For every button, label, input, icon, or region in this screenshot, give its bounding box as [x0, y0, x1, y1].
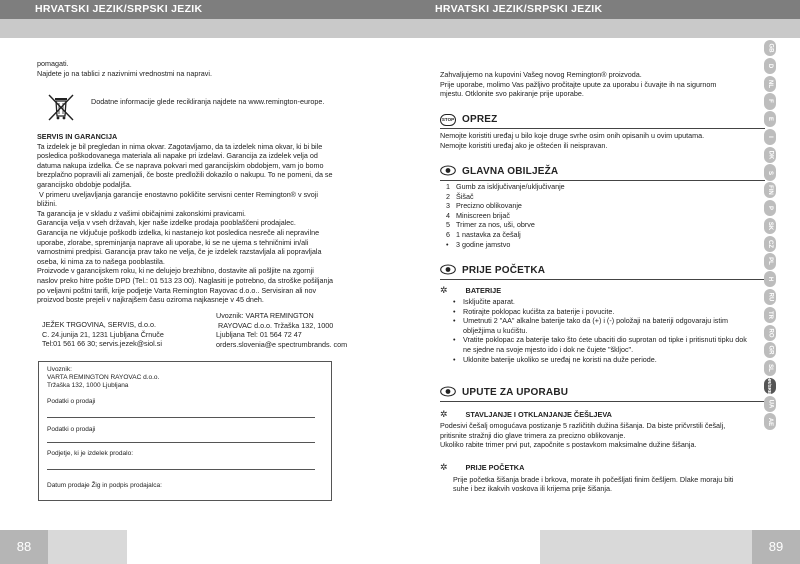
right-header-title: HRVATSKI JEZIK/SRPSKI JEZIK	[400, 0, 800, 19]
lang-tab[interactable]: SL	[764, 360, 776, 376]
service-line: varnostnimi predpisi. Garancija prav tako ne velja, če je izdelek razstavljala ali popravljala	[37, 247, 322, 257]
features-section	[440, 163, 765, 249]
batteries-title: BATERIJE	[465, 285, 502, 295]
form-importer-line: Uvoznik:	[47, 366, 72, 373]
right-page-number: 89	[752, 530, 800, 564]
service-line: po veljavni poštni tarifi, krije podjetje Varta Remington Rayovac d.o.o.. Servisiran ali nov	[37, 285, 317, 295]
service-line: brezplačno popravili ali zamenjali, če boste predložili dokazilo o nakupu. To ne pomeni, da se	[37, 170, 333, 180]
service-line: Garancija velja v vseh državah, kjer naše izdelke prodaja pooblaščeni prodajalec.	[37, 218, 296, 228]
lang-tab-active[interactable]: HR/SRB	[764, 378, 776, 394]
service-line: Proizvode v garancijskem roku, ki ne delujejo brezhibno, dostavite ali pošljite na zgornji	[37, 266, 314, 276]
start-heading	[440, 262, 765, 280]
warranty-form	[38, 361, 332, 501]
intro-line: pomagati.	[37, 59, 69, 68]
form-field-line[interactable]	[47, 469, 315, 470]
caution-line: Nemojte koristiti uređaj u bilo koje druge svrhe osim onih opisanih u ovim uputama.	[440, 131, 705, 140]
lang-tab[interactable]: TR	[764, 307, 776, 323]
eye-icon	[440, 262, 456, 280]
caution-section	[440, 111, 765, 150]
intro-line: Zahvaljujemo na kupovini Vašeg novog Remington® proizvoda.	[440, 70, 642, 79]
service-section	[37, 132, 355, 305]
service-line: posledica poškodovanega materiala ali napake pri izdelavi. Garancija za izdelek velja od	[37, 151, 318, 161]
intro-line: mjestu. Otklonite svo pakiranje prije uporabe.	[440, 89, 584, 99]
battery-step: • Vratite poklopac za baterije tako što ćete ubaciti dio suprotan od tipke i pritisnuti tipku dok ne sjedne na svoje mjesto ido i dok ne čujete "škljoc".	[453, 335, 753, 354]
lang-tab[interactable]: UA	[764, 396, 776, 412]
service-address	[42, 320, 164, 349]
stop-icon: STOP	[440, 114, 456, 126]
start-section	[440, 262, 765, 364]
feature-item: 5 Trimer za nos, uši, obrve	[446, 220, 535, 230]
lang-tab[interactable]: RU	[764, 289, 776, 305]
left-page-number: 88	[0, 530, 48, 564]
form-importer-line: Tržaška 132, 1000 Ljubljana	[47, 382, 129, 389]
eye-icon	[440, 163, 456, 181]
intro-line: Najdete jo na tablici z nazivnimi vrednostmi na napravi.	[37, 68, 212, 78]
lang-tab[interactable]: NL	[764, 76, 776, 92]
address-line: Uvoznik: VARTA REMINGTON	[216, 311, 314, 320]
address-line: C. 24.junija 21, 1231 Ljubljana Črnuče	[42, 329, 164, 339]
usage-section	[440, 384, 765, 494]
features-heading	[440, 163, 765, 181]
left-header-title: HRVATSKI JEZIK/SRPSKI JEZIK	[0, 0, 400, 19]
service-line: uporabe, zlorabe, spreminjanja naprave ali uporabe, ki se ne ujema s tehničnimi in/ali	[37, 237, 309, 247]
right-intro	[440, 70, 765, 99]
intro-line: Prije uporabe, molimo Vas pažljivo pročitajte upute za uporabu i čuvajte ih na sigurnom	[440, 79, 717, 89]
lang-tab[interactable]: GB	[764, 40, 776, 56]
battery-step: • Uklonite baterije ukoliko se uređaj ne koristi na duže periode.	[453, 355, 753, 365]
service-line: Garancija ne vključuje poškodb izdelka, ki nastanejo kot posledica nesreče ali nepravilne	[37, 227, 320, 237]
comb-title: STAVLJANJE I OTKLANJANJE ČEŠLJEVA	[465, 409, 612, 419]
form-importer-line: VARTA REMINGTON RAYOVAC d.o.o.	[47, 374, 160, 381]
comb-line: Podesivi češalj omogućava postizanje 5 različitih dužina šišanja. Da biste pričvrstili češalj,	[440, 421, 726, 430]
crossed-bin-icon	[46, 92, 76, 122]
feature-item: 4 Miniscreen brijač	[446, 210, 510, 220]
lang-tab[interactable]: H	[764, 271, 776, 287]
service-line: V primeru uveljavljanja garancije enostavno pokličite servisni center Remington® v svoji	[37, 189, 318, 199]
comb-line: Ukoliko rabite trimer prvi put, započnite s postavkom maksimalne dužine šišanja.	[440, 440, 697, 450]
feature-item: 3 Precizno oblikovanje	[446, 201, 522, 211]
form-field-label: Podjetje, ki je izdelek prodalo:	[47, 450, 133, 457]
service-line: naslov preko hitre pošte DPD (Tel.: 01 513 23 00). Naglasiti je potrebno, da stroške pošiljanja	[37, 275, 334, 285]
batteries-heading	[440, 284, 765, 296]
service-title: SERVIS IN GARANCIJA	[37, 132, 118, 141]
service-line: bližini.	[37, 199, 57, 209]
usage-title: UPUTE ZA UPORABU	[462, 387, 569, 398]
service-line: proizvod boste prejeli v najkrajšem času oziroma najkasneje v 45 dneh.	[37, 295, 264, 305]
lang-tab[interactable]: GR	[764, 342, 776, 358]
before-title: PRIJE POČETKA	[465, 463, 525, 473]
left-header-band	[0, 19, 400, 38]
comb-line: pritisnite stražnji dio glave trimera za precizno oblikovanje.	[440, 430, 626, 440]
before-heading	[440, 462, 765, 474]
lang-tab[interactable]: D	[764, 58, 776, 74]
address-line: Ljubljana Tel: 01 564 72 47	[216, 330, 302, 340]
right-page	[400, 0, 800, 564]
battery-step: • Rotirajte poklopac kućišta za baterije i povucite.	[453, 307, 753, 317]
service-line: Ta izdelek je bil pregledan in nima okvar. Zagotavljamo, da ta izdelek nima okvar, ki bi bile	[37, 141, 323, 151]
usage-heading	[440, 384, 765, 402]
right-header-band	[400, 19, 800, 38]
lang-tab[interactable]: SK	[764, 218, 776, 234]
eye-icon	[440, 384, 456, 402]
form-field-label: Datum prodaje Žig in podpis prodajalca:	[47, 482, 162, 489]
recycle-text: Dodatne informacije glede recikliranja najdete na www.remington-europe.	[91, 97, 325, 106]
comb-heading	[440, 408, 765, 420]
lang-tab[interactable]: RO	[764, 325, 776, 341]
sun-icon: ✲	[440, 462, 448, 473]
feature-item: 2 Šišač	[446, 191, 474, 201]
address-line: RAYOVAC d.o.o. Tržaška 132, 1000	[216, 320, 334, 330]
language-tabs	[764, 40, 777, 431]
lang-tab[interactable]: S	[764, 164, 776, 180]
caution-title: OPREZ	[462, 114, 498, 125]
lang-tab[interactable]: E	[764, 111, 776, 127]
lang-tab[interactable]: FIN	[764, 182, 776, 198]
caution-line: Nemojte koristiti uređaj ako je oštećen ili neispravan.	[440, 140, 608, 150]
before-line: suhe i bez ikakvih voskova ili krijema prije šišanja.	[453, 484, 612, 494]
features-title: GLAVNA OBILJEŽA	[462, 166, 559, 177]
service-line: Ta garancija je v skladu z vašimi običajnimi zakonskimi pravicami.	[37, 208, 246, 218]
feature-item: 6 1 nastavka za češalj	[446, 229, 521, 239]
features-list	[440, 182, 765, 249]
lang-tab[interactable]: I	[764, 129, 776, 145]
battery-step: • Umetnuti 2 "AA" alkalne baterije tako da (+) i (-) položaji na bateriji odgovaraju istim oblježjima u kućištu.	[453, 316, 753, 335]
address-line: Tel:01 561 66 30; servis.jezek@siol.si	[42, 339, 162, 349]
form-field-line[interactable]	[47, 442, 315, 443]
sun-icon: ✲	[440, 284, 448, 295]
service-line: datuma nakupa izdelka. Če se naprava pokvari med garancijskim obdobjem, vam jo bomo	[37, 160, 324, 170]
lang-tab[interactable]: P	[764, 200, 776, 216]
lang-tab[interactable]: CZ	[764, 236, 776, 252]
service-line: garancijsko obdobje podaljša.	[37, 179, 132, 189]
before-line: Prije početka šišanja brade i brkova, morate ih počešljati finim češljem. Dlake moraju biti	[453, 474, 734, 484]
address-line: orders.slovenia@e spectrumbrands. com	[216, 339, 348, 349]
form-field-line[interactable]	[47, 417, 315, 418]
sun-icon: ✲	[440, 408, 448, 419]
service-line: oseba, ki nima za to našega pooblastila.	[37, 256, 165, 266]
importer-address	[216, 311, 347, 349]
lang-tab[interactable]: PL	[764, 253, 776, 269]
feature-item: 1 Gumb za isključivanje/uključivanje	[446, 182, 565, 191]
battery-step: • Isključite aparat.	[453, 297, 753, 307]
address-line: JEŽEK TRGOVINA, SERVIS, d.o.o.	[42, 320, 156, 329]
batteries-list	[453, 297, 753, 364]
lang-tab[interactable]: DK	[764, 147, 776, 163]
form-field-label: Podatki o prodaji	[47, 398, 96, 405]
caution-heading	[440, 111, 765, 129]
lang-tab[interactable]: AE	[764, 413, 776, 429]
form-field-label: Podatki o prodaji	[47, 426, 96, 433]
start-title: PRIJE POČETKA	[462, 265, 546, 276]
lang-tab[interactable]: F	[764, 93, 776, 109]
feature-item: • 3 godine jamstvo	[446, 239, 511, 249]
left-intro	[37, 59, 355, 78]
